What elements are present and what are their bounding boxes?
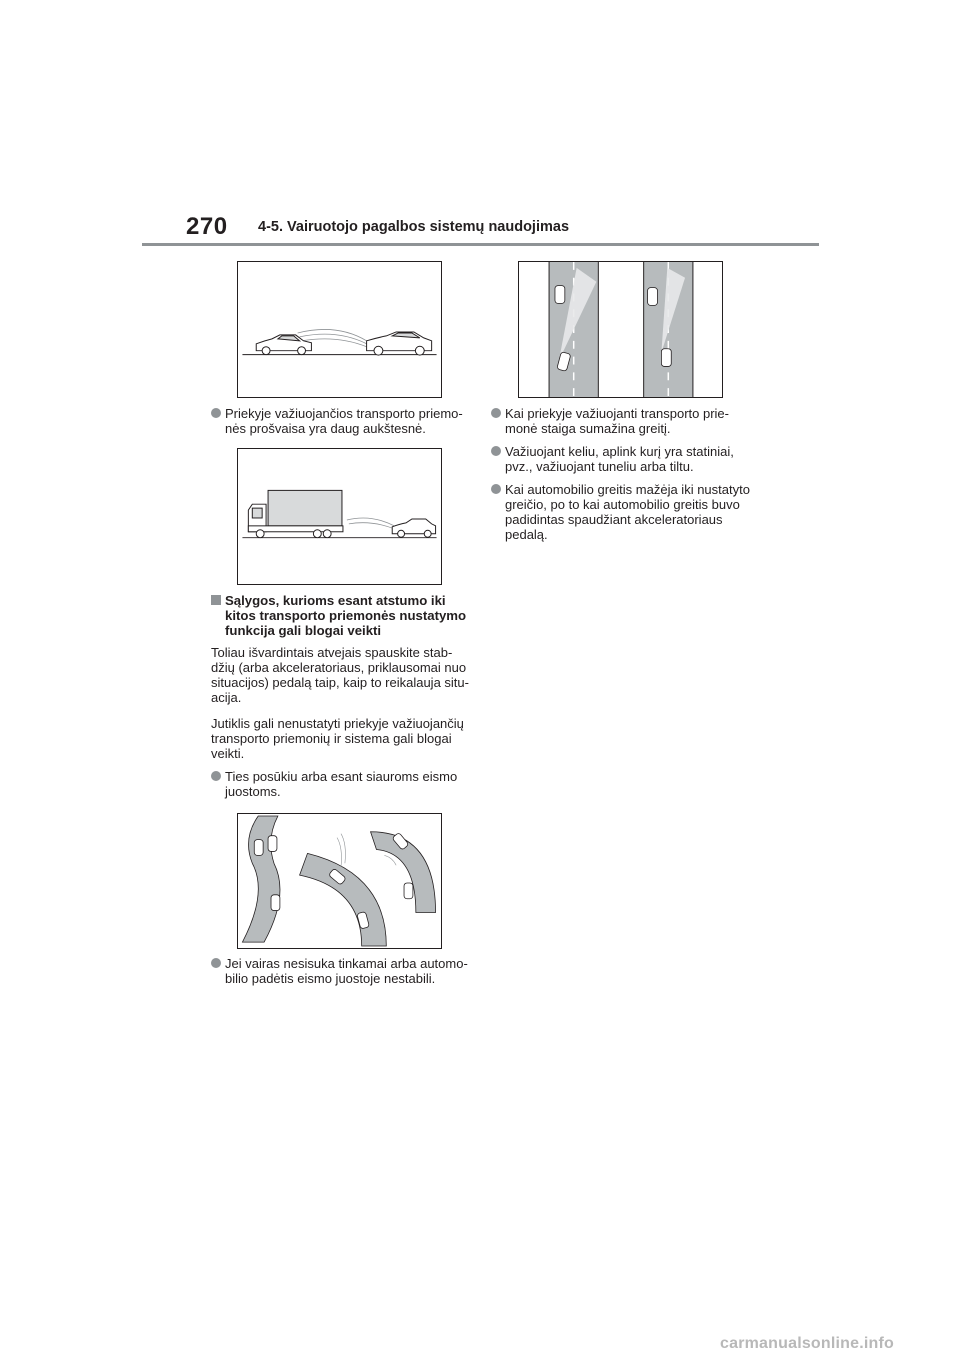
bullet-dot-icon [491,408,501,418]
bullet-dot-icon [211,771,221,781]
bullet-structures [491,444,753,474]
bullet-dot-icon [211,958,221,968]
paragraph-pedal: Toliau išvardintais atvejais spauskite stab-džių (arba akceleratoriaus, priklausomai nuo situacijos) pedalą taip, kaip to reikalauja situ-acija. [211,645,469,705]
bullet-speed-reduction [491,482,753,542]
bullet-dot-icon [491,446,501,456]
page-number: 270 [186,213,228,240]
figure-curve-narrow-lane [237,813,442,949]
bullet-high-clearance [211,406,471,436]
bullet-steering [211,956,471,986]
bullet-text: Jei vairas nesisuka tinkamai arba automo-bilio padėtis eismo juostoje nestabili. [225,956,468,986]
truck-ahead-illustration [238,449,441,584]
bullet-text: Kai automobilio greitis mažėja iki nustatyto greičio, po to kai automobilio greitis buvo padidintas spaudžiant akceleratoriaus pedalą. [505,482,750,542]
figure-truck-ahead [237,448,442,585]
high-clearance-vehicle-illustration [238,262,441,397]
bullet-text: Priekyje važiuojančios transporto priemo-nės prošvaisa yra daug aukštesnė. [225,406,463,436]
bullet-sudden-deceleration [491,406,753,436]
curve-narrow-lane-illustration [238,814,441,948]
subheading-text: Sąlygos, kurioms esant atstumo iki kitos transporto priemonės nustatymo funkcija gali blogai veikti [225,593,467,638]
bullet-text: Kai priekyje važiuojanti transporto prie-monė staiga sumažina greitį. [505,406,729,436]
subheading-square-icon [211,595,221,605]
figure-high-clearance-vehicle [237,261,442,398]
bullet-text: Ties posūkiu arba esant siauroms eismo juostoms. [225,769,458,799]
subheading-conditions [211,593,471,638]
bullet-curve [211,769,471,799]
bullet-text: Važiuojant keliu, aplink kurį yra statiniai, pvz., važiuojant tuneliu arba tiltu. [505,444,734,474]
header-divider [142,243,819,246]
sudden-deceleration-illustration [519,262,722,397]
figure-sudden-deceleration [518,261,723,398]
bullet-dot-icon [491,484,501,494]
watermark: carmanualsonline.info [720,1335,895,1352]
bullet-dot-icon [211,408,221,418]
paragraph-sensor: Jutiklis gali nenustatyti priekyje važiuojančių transporto priemonių ir sistema gali blogai veikti. [211,716,464,761]
section-title: 4-5. Vairuotojo pagalbos sistemų naudojimas [258,219,570,235]
